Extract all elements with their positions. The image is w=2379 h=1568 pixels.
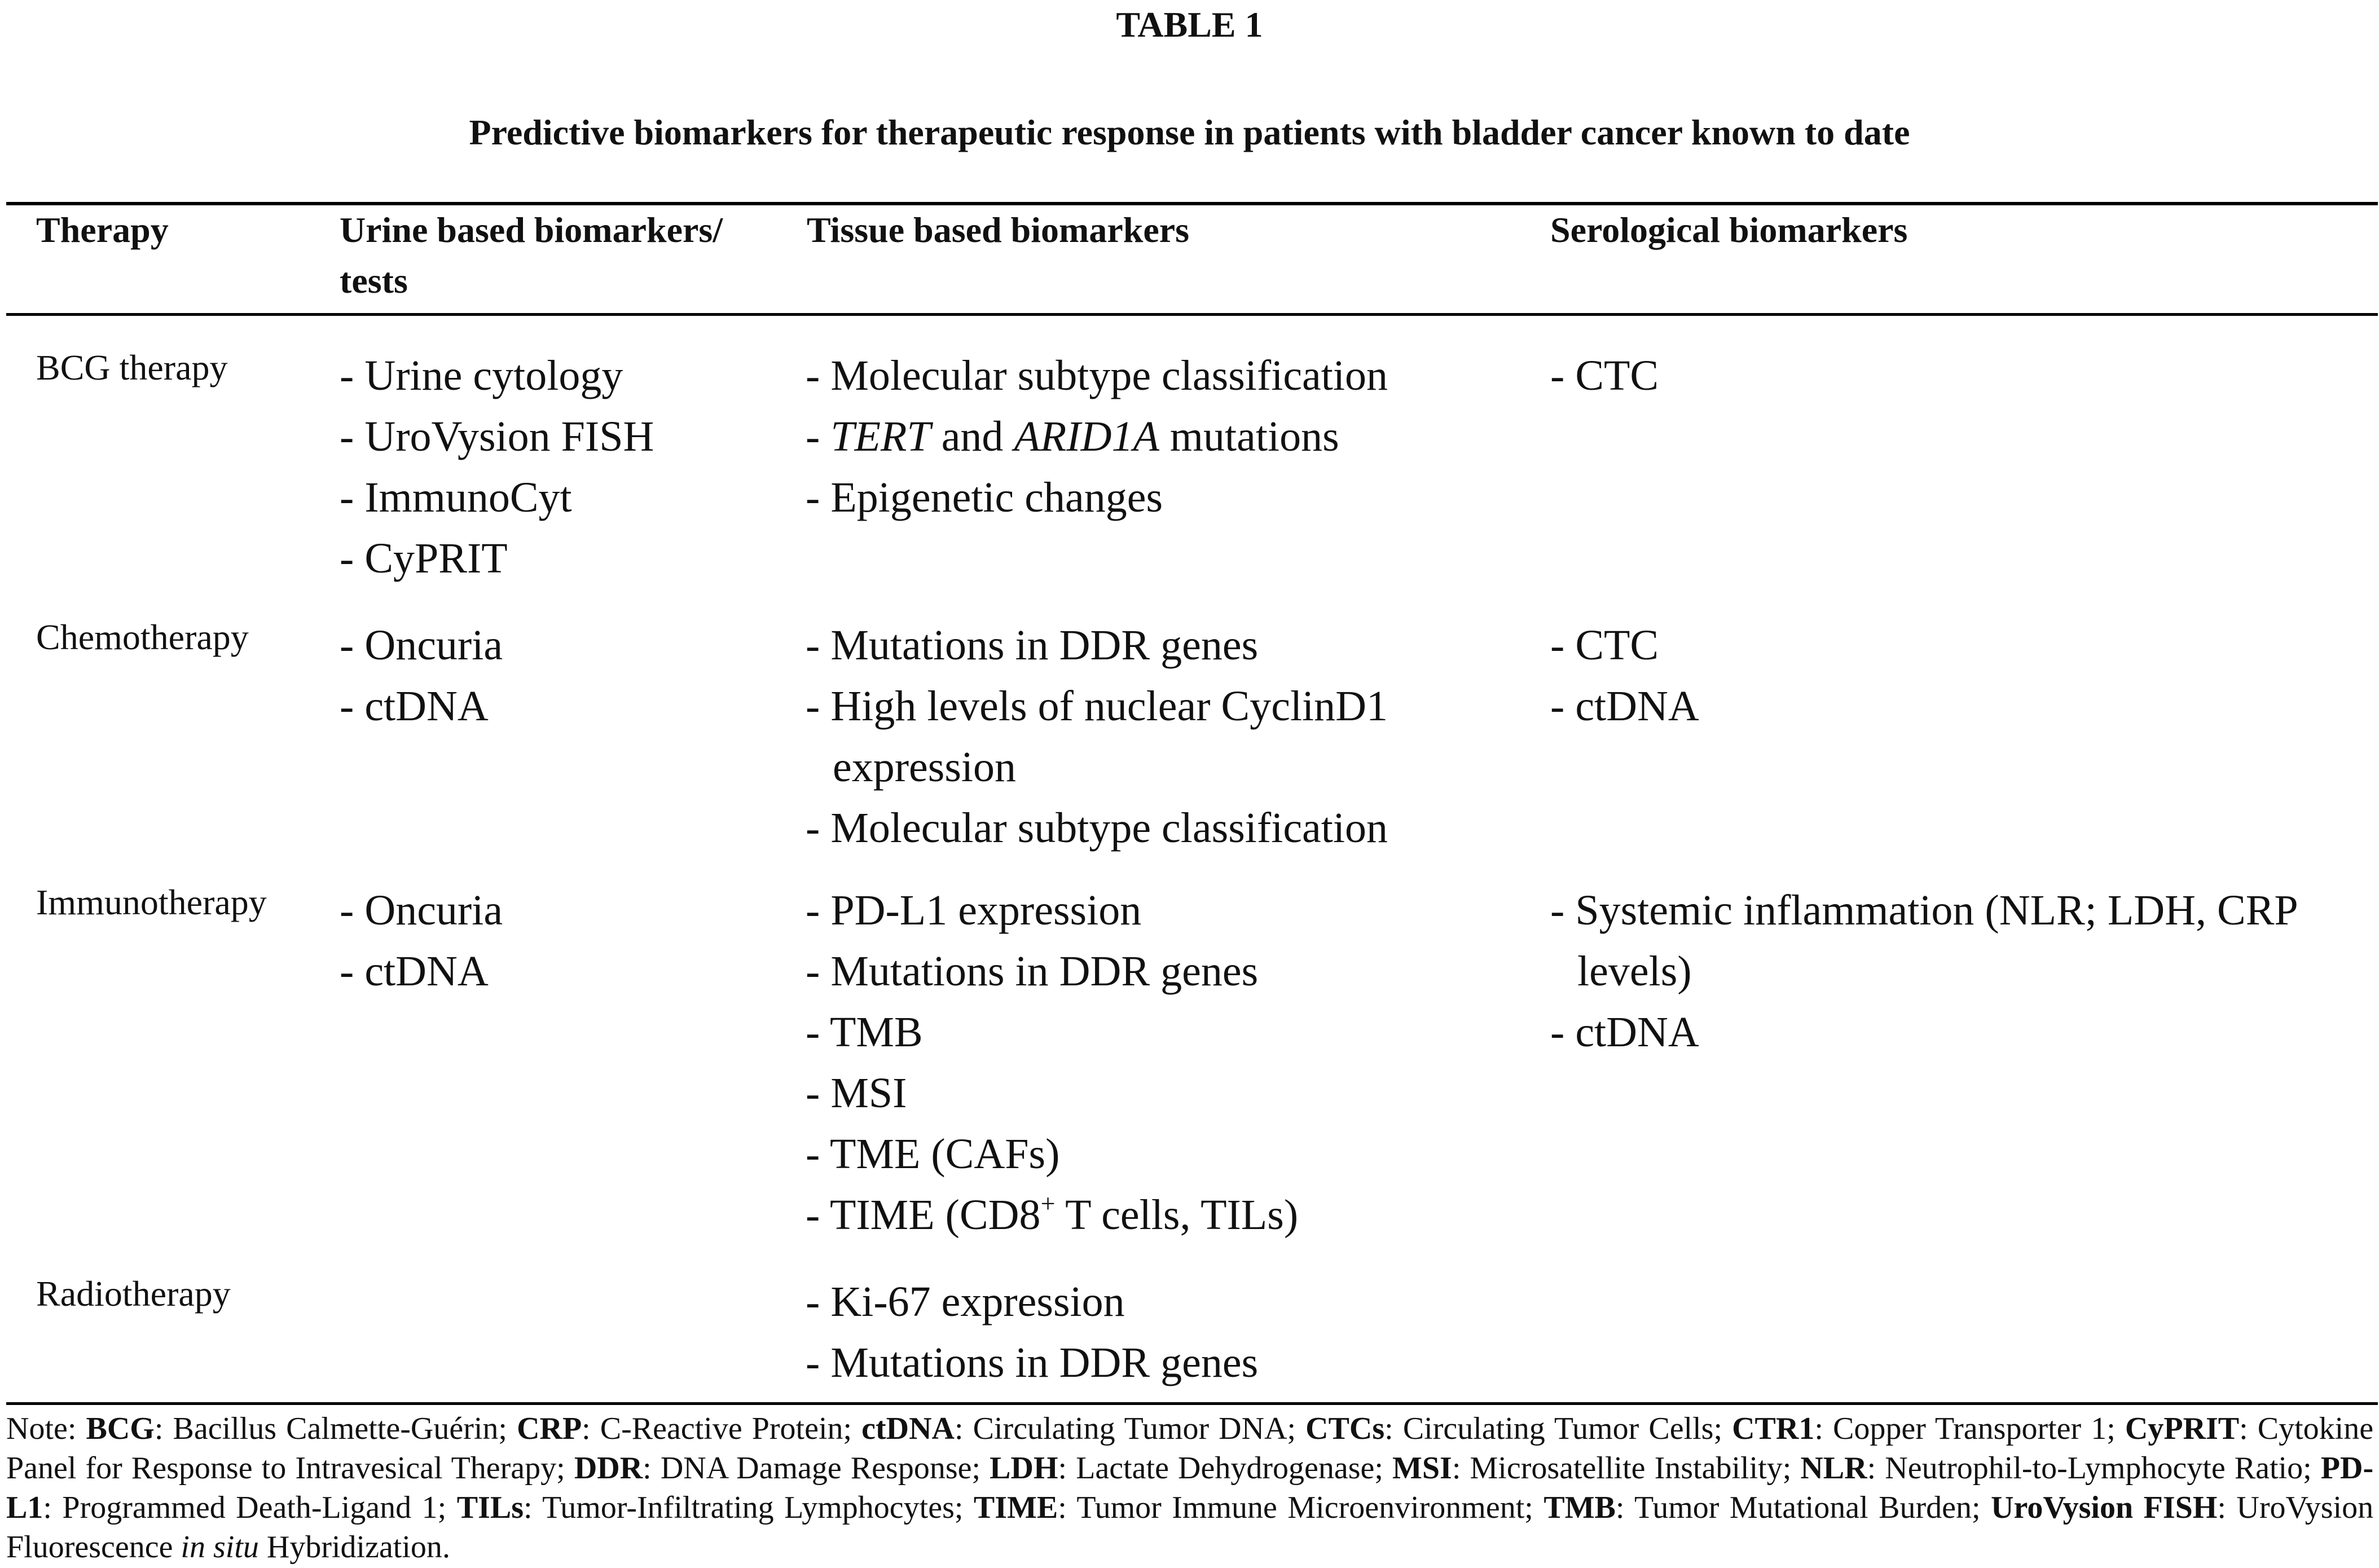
row-immuno-tissue-list (806, 880, 1298, 1245)
list-item: - ctDNA (1550, 1002, 2345, 1063)
list-item: - ImmunoCyt (340, 467, 654, 528)
row-therapy-chemo: Chemotherapy (36, 617, 249, 657)
row-chemo-serological-list (1550, 615, 1701, 737)
list-item: - PD-L1 expression (806, 880, 1298, 941)
header-urine-line1: Urine based biomarkers/ (340, 210, 723, 250)
list-item: - Molecular subtype classification (806, 345, 1388, 406)
row-chemo-urine-list (340, 615, 505, 737)
list-item: - Ki-67 expression (806, 1271, 1258, 1332)
list-item: - ctDNA (340, 941, 505, 1002)
list-item: - UroVysion FISH (340, 406, 654, 467)
list-item: - CyPRIT (340, 528, 654, 589)
list-item: - Oncuria (340, 615, 505, 676)
row-bcg-tissue-list (806, 345, 1388, 528)
list-item: - Molecular subtype classification (806, 798, 1431, 858)
row-therapy-radio: Radiotherapy (36, 1274, 231, 1314)
table-label: TABLE 1 (1116, 5, 1263, 45)
list-item: - Mutations in DDR genes (806, 1332, 1258, 1393)
list-item: - TME (CAFs) (806, 1124, 1298, 1184)
row-bcg-serological-list (1550, 345, 1661, 406)
list-item: - Oncuria (340, 880, 505, 941)
row-immuno-serological-list (1550, 880, 2345, 1063)
list-item: - Mutations in DDR genes (806, 615, 1431, 676)
list-item: - TERT and ARID1A mutations (806, 406, 1388, 467)
header-rule (6, 313, 2378, 316)
list-item: - TIME (CD8+ T cells, TILs) (806, 1184, 1298, 1245)
header-urine (340, 205, 723, 306)
list-item: - Systemic inflammation (NLR; LDH, CRP levels) (1550, 880, 2345, 1002)
list-item: - CTC (1550, 345, 1661, 406)
row-therapy-bcg: BCG therapy (36, 347, 228, 387)
list-item: - CTC (1550, 615, 1701, 676)
header-tissue: Tissue based biomarkers (807, 210, 1190, 250)
list-item: - Urine cytology (340, 345, 654, 406)
row-radio-tissue-list (806, 1271, 1258, 1393)
header-therapy: Therapy (36, 210, 169, 250)
header-serological: Serological biomarkers (1550, 210, 1908, 250)
list-item: - ctDNA (340, 676, 505, 737)
row-chemo-tissue-list (806, 615, 1431, 858)
list-item: - High levels of nuclear CyclinD1 expression (806, 676, 1431, 798)
table-caption: Predictive biomarkers for therapeutic response in patients with bladder cancer known to date (469, 112, 1910, 152)
row-bcg-urine-list (340, 345, 654, 589)
list-item: - TMB (806, 1002, 1298, 1063)
list-item: - ctDNA (1550, 676, 1701, 737)
list-item: - Epigenetic changes (806, 467, 1388, 528)
gene-arid1a: ARID1A (1014, 413, 1159, 460)
list-item: - MSI (806, 1063, 1298, 1124)
header-urine-line2: tests (340, 261, 408, 301)
table-footnote: Note: BCG: Bacillus Calmette-Guérin; CRP: C-Reactive Protein; ctDNA: Circulating Tumor DNA; CTCs: Circulating Tumor Cells; CTR1: Copper Transporter 1; CyPRIT: Cytokine Panel for Response to Intravesical Therapy; DDR: DNA Damage Response; LDH: Lactate Dehydrogenase; MSI: Microsatellite Instability; NLR: Neutrophil-to-Lymphocyte Ratio; PD-L1: Programmed Death-Ligand 1; TILs: Tumor-Infiltrating Lymphocytes; TIME: Tumor Immune Microenvironment; TMB: Tumor Mutational Burden; UroVysion FISH: UroVysion Fluorescence in situ Hybridization. (6, 1411, 2374, 1565)
list-item: - Mutations in DDR genes (806, 941, 1298, 1002)
gene-tert: TERT (830, 413, 931, 460)
table-bottom-rule (6, 1402, 2378, 1405)
row-immuno-urine-list (340, 880, 505, 1002)
row-therapy-immuno: Immunotherapy (36, 882, 267, 922)
